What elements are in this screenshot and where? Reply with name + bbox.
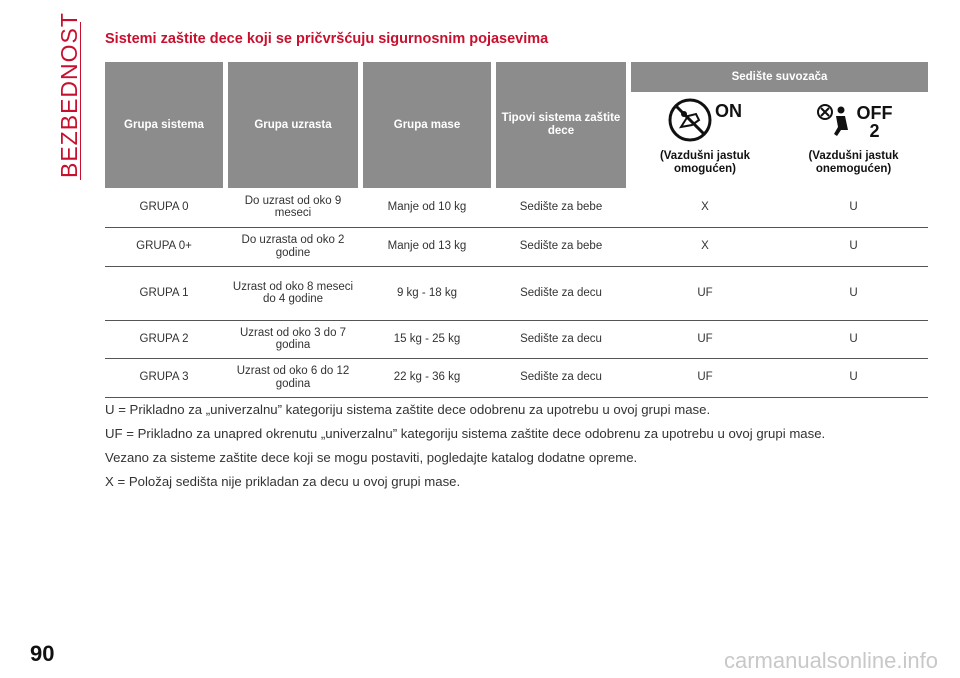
legend-notes (105, 402, 935, 498)
cell-airbag-off: U (779, 227, 928, 266)
cell-group: GRUPA 0+ (105, 227, 223, 266)
cell-age: Uzrast od oko 6 do 12 godina (228, 358, 358, 397)
cell-airbag-on: UF (631, 358, 779, 397)
cell-group: GRUPA 2 (105, 320, 223, 358)
note-uf: UF = Prikladno za unapred okrenutu „univerzalnu” kategoriju sistema zaštite dece odobrenu za upotrebu u ovoj grupi mase. (105, 426, 826, 441)
watermark: carmanualsonline.info (723, 648, 938, 673)
cell-airbag-on: X (631, 227, 779, 266)
section-label: BEZBEDNOST (56, 12, 82, 178)
table-row (105, 320, 928, 358)
airbag-off-icon (815, 100, 855, 144)
table-row (105, 266, 928, 320)
cell-age: Do uzrast od oko 9 meseci (228, 188, 358, 227)
cell-age: Uzrast od oko 8 meseci do 4 godine (228, 266, 358, 320)
header-passenger-seat: Sedište suvozača (631, 62, 928, 93)
cell-airbag-on: UF (631, 320, 779, 358)
airbag-on-state: ON (715, 101, 742, 121)
airbag-on-graphic (633, 98, 777, 146)
cell-mass: 22 kg - 36 kg (363, 358, 491, 397)
airbag-off-label: (Vazdušni jastuk onemogućen) (808, 150, 899, 175)
cell-group: GRUPA 0 (105, 188, 223, 227)
airbag-on-icon (668, 98, 712, 146)
header-airbag-off (779, 93, 928, 188)
table-row (105, 188, 928, 227)
airbag-off-graphic (781, 98, 926, 146)
header-age-group: Grupa uzrasta (228, 62, 358, 188)
header-group-system: Grupa sistema (105, 62, 223, 188)
cell-type: Sedište za bebe (496, 227, 626, 266)
cell-airbag-off: U (779, 358, 928, 397)
airbag-off-number: 2 (869, 121, 880, 141)
table-row (105, 227, 928, 266)
note-u: U = Prikladno za „univerzalnu” kategoriju sistema zaštite dece odobrenu za upotrebu u ovoj grupi mase. (105, 402, 711, 417)
cell-type: Sedište za bebe (496, 188, 626, 227)
page-number: 90 (30, 641, 55, 666)
airbag-off-state: OFF (856, 103, 893, 123)
airbag-off-state-group (857, 104, 893, 140)
cell-mass: Manje od 10 kg (363, 188, 491, 227)
child-seat-table (105, 62, 928, 398)
cell-group: GRUPA 3 (105, 358, 223, 397)
cell-age: Uzrast od oko 3 do 7 godina (228, 320, 358, 358)
header-system-types: Tipovi sistema zaštite dece (496, 62, 626, 188)
cell-age: Do uzrasta od oko 2 godine (228, 227, 358, 266)
cell-type: Sedište za decu (496, 266, 626, 320)
cell-airbag-off: U (779, 266, 928, 320)
cell-group: GRUPA 1 (105, 266, 223, 320)
cell-type: Sedište za decu (496, 358, 626, 397)
table-row (105, 358, 928, 397)
header-mass-group: Grupa mase (363, 62, 491, 188)
cell-airbag-off: U (779, 320, 928, 358)
page-title: Sistemi zaštite dece koji se pričvršćuju sigurnosnim pojasevima (105, 31, 549, 47)
cell-airbag-on: X (631, 188, 779, 227)
header-airbag-on (631, 93, 779, 188)
cell-airbag-on: UF (631, 266, 779, 320)
cell-airbag-off: U (779, 188, 928, 227)
note-catalog: Vezano za sisteme zaštite dece koji se mogu postaviti, pogledajte katalog dodatne opreme. (105, 450, 638, 465)
cell-mass: 15 kg - 25 kg (363, 320, 491, 358)
cell-type: Sedište za decu (496, 320, 626, 358)
note-x: X = Položaj sedišta nije prikladan za decu u ovoj grupi mase. (105, 474, 461, 489)
cell-mass: Manje od 13 kg (363, 227, 491, 266)
cell-mass: 9 kg - 18 kg (363, 266, 491, 320)
airbag-on-label: (Vazdušni jastuk omogućen) (659, 150, 751, 175)
